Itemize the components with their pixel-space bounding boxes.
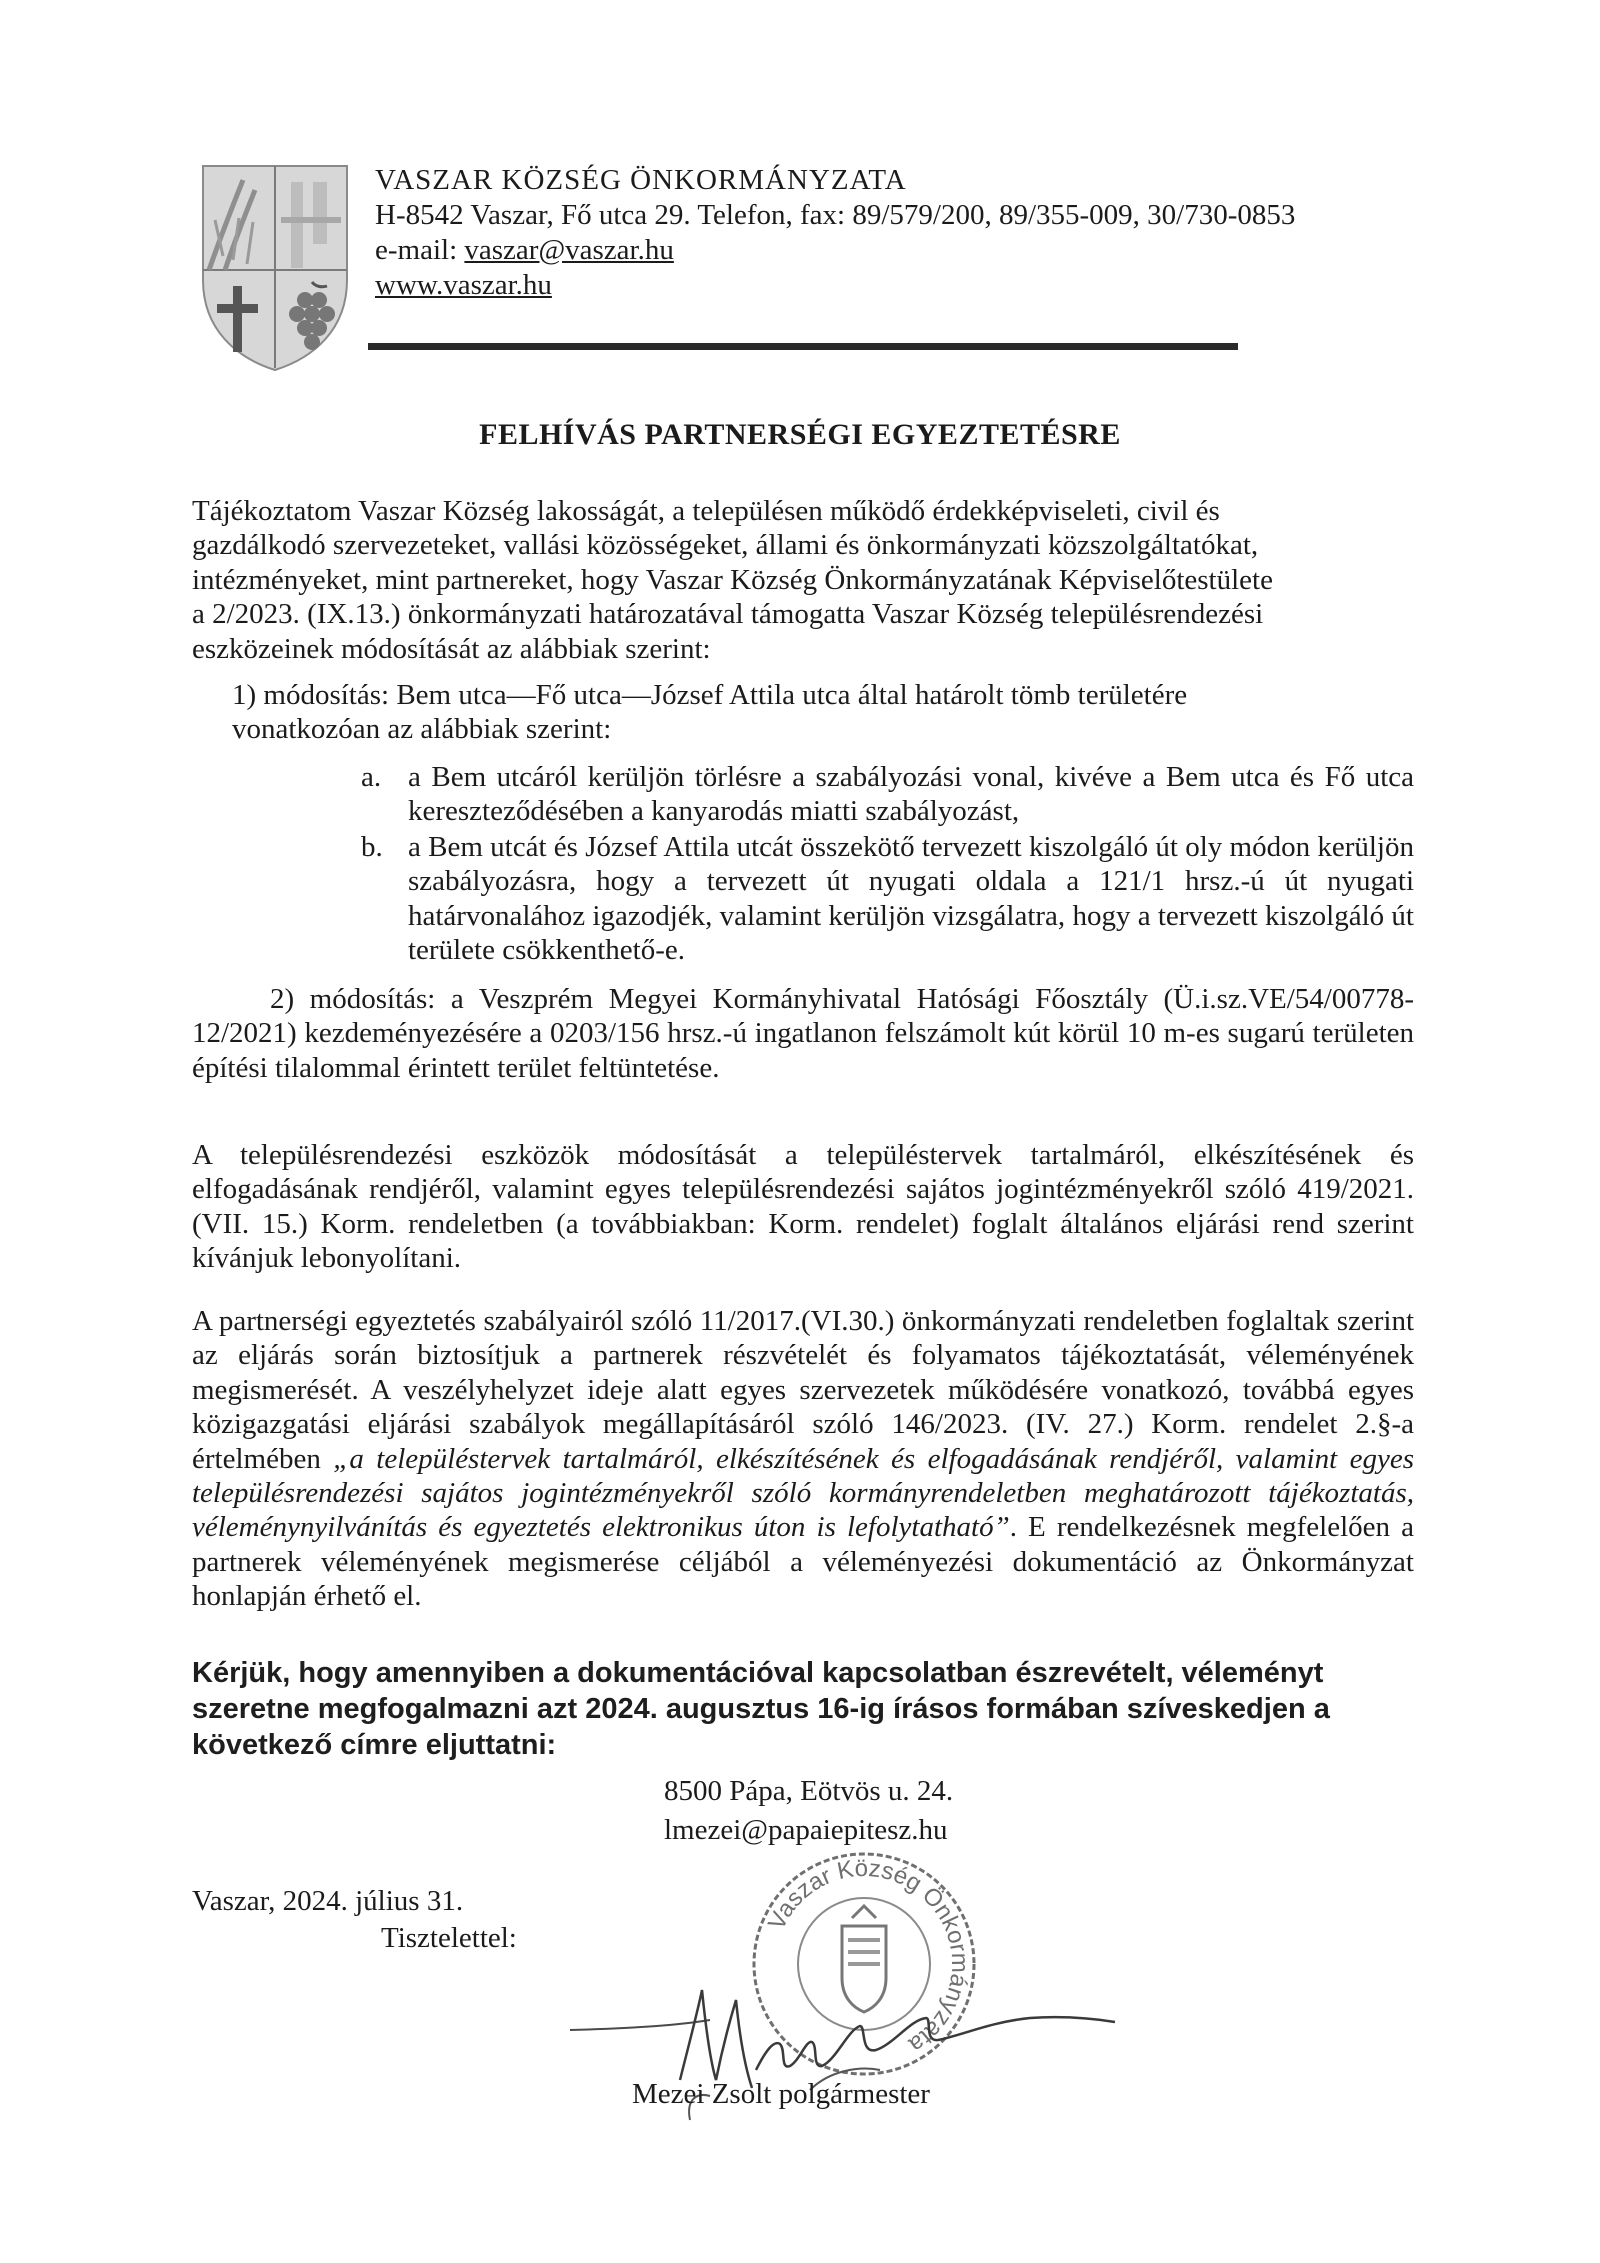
sub-item-text: a Bem utcát és József Attila utcát összekötő tervezett kiszolgáló út oly módon kerüljön szabályozásra, hogy a tervezett út nyugati oldala a 121/1 hrsz.-ú út nyugati határvonalához igazodjék, valamint kerüljön vizsgálatra, hogy a tervezett kiszolgáló út területe csökkenthető-e. (408, 831, 1414, 967)
header-divider (368, 343, 1238, 350)
website-link[interactable]: www.vaszar.hu (375, 269, 552, 301)
request-notice: Kérjük, hogy amennyiben a dokumentációval kapcsolatban észrevételt, véleményt szeretne megfogalmazni azt 2024. augusztus 16-ig írásos formában szíveskedjen a következő címre eljuttatni: (192, 1657, 1330, 1761)
address-email[interactable]: lmezei@papaiepitesz.hu (664, 1814, 948, 1846)
intro-line: intézményeket, mint partnereket, hogy Vaszar Község Önkormányzatának Képviselőtestülete (192, 563, 1273, 596)
intro-line: Tájékoztatom Vaszar Község lakosságát, a településen működő érdekképviseleti, civil és (192, 495, 1220, 527)
item1-line: vonatkozóan az alábbiak szerint: (232, 713, 612, 746)
intro-paragraph (192, 494, 1414, 666)
stamp-text: Vaszar Község Önkormányzata (763, 1854, 974, 2059)
signatory-name: Mezei Zsolt polgármester (632, 2078, 930, 2110)
paragraph-text: . E rendelkezésnek megfelelően a partnerek véleményének megismerése céljából a véleményezési dokumentáció az Önkormányzat honlapján érhető el. (192, 1511, 1414, 1613)
sub-item-a (361, 760, 1414, 829)
paragraph-procedure: A településrendezési eszközök módosítását a településtervek tartalmáról, elkészítésének és elfogadásának rendjéről, valamint egyes településrendezési sajátos jogintézményekről szóló 419/2021. (VII. 15.) Korm. rendeletben (a továbbiakban: Korm. rendelet) foglalt általános eljárási rend szerint kívánjuk lebonyolítani. (192, 1139, 1414, 1275)
sub-item-text: a Bem utcáról kerüljön törlésre a szabályozási vonal, kivéve a Bem utca és Fő utca kereszteződésében a kanyarodás miatti szabályozást, (408, 761, 1414, 828)
email-line (375, 233, 1295, 268)
paragraph-partnership (192, 1304, 1414, 1614)
intro-line: gazdálkodó szervezeteket, vallási közösségeket, állami és önkormányzati közszolgáltatókat, (192, 529, 1259, 562)
email-link[interactable]: vaszar@vaszar.hu (464, 234, 674, 266)
contact-line: H-8542 Vaszar, Fő utca 29. Telefon, fax: 89/579/200, 89/355-009, 30/730-0853 (375, 199, 1296, 231)
paragraph-text: A partnerségi egyeztetés szabályairól szóló 11/2017.(VI.30.) önkormányzati rendeletben foglaltak szerint az eljárás során biztosítjuk a partnerek részvételét és folyamatos tájékoztatását, véleményének megismerését. A veszélyhelyzet ideje alatt egyes szervezetek működésére vonatkozó, továbbá egyes közigazgatási eljárási szabályok megállapításáról szóló 146/2023. (IV. 27.) Korm. rendelet 2.§-a értelmében (192, 1305, 1414, 1475)
modification-item-2: 2) módosítás: a Veszprém Megyei Kormányhivatal Hatósági Főosztály (Ü.i.sz.VE/54/00778-12/2021) kezdeményezésére a 0203/156 hrsz.-ú ingatlanon felszámolt kút körül 10 m-es sugarú területen építési tilalommal érintett terület feltüntetése. (192, 983, 1414, 1084)
document-title: FELHÍVÁS PARTNERSÉGI EGYEZTETÉSRE (479, 418, 1121, 451)
item1-line: 1) módosítás: Bem utca—Fő utca—József Attila utca által határolt tömb területére (232, 679, 1188, 711)
email-label: e-mail: (375, 234, 465, 266)
intro-line: a 2/2023. (IX.13.) önkormányzati határozatával támogatta Vaszar Község településrendezési (192, 598, 1264, 631)
handwritten-signature (560, 1970, 1120, 2140)
letterhead (375, 163, 1295, 303)
address-street: 8500 Pápa, Eötvös u. 24. (664, 1775, 954, 1807)
sub-item-marker: a. (361, 761, 382, 793)
submission-address (664, 1772, 953, 1850)
intro-line: eszközeinek módosítását az alábbiak szerint: (192, 632, 711, 665)
coat-of-arms-icon (195, 160, 355, 375)
modification-item-1 (192, 678, 1414, 747)
closing-regards: Tisztelettel: (381, 1922, 517, 1954)
legal-quote: „a településtervek tartalmáról, elkészítésének és elfogadásának rendjéről, valamint egyes településrendezési sajátos jogintézményekről szóló kormányrendeletben meghatározott tájékoztatás, véleménynyilvánítás és egyeztetés elektronikus úton is lefolytatható” (192, 1442, 1414, 1544)
sub-item-marker: b. (361, 831, 383, 863)
sub-item-b (361, 830, 1414, 968)
organization-name: VASZAR KÖZSÉG ÖNKORMÁNYZATA (375, 164, 907, 196)
place-and-date: Vaszar, 2024. július 31. (192, 1885, 464, 1917)
